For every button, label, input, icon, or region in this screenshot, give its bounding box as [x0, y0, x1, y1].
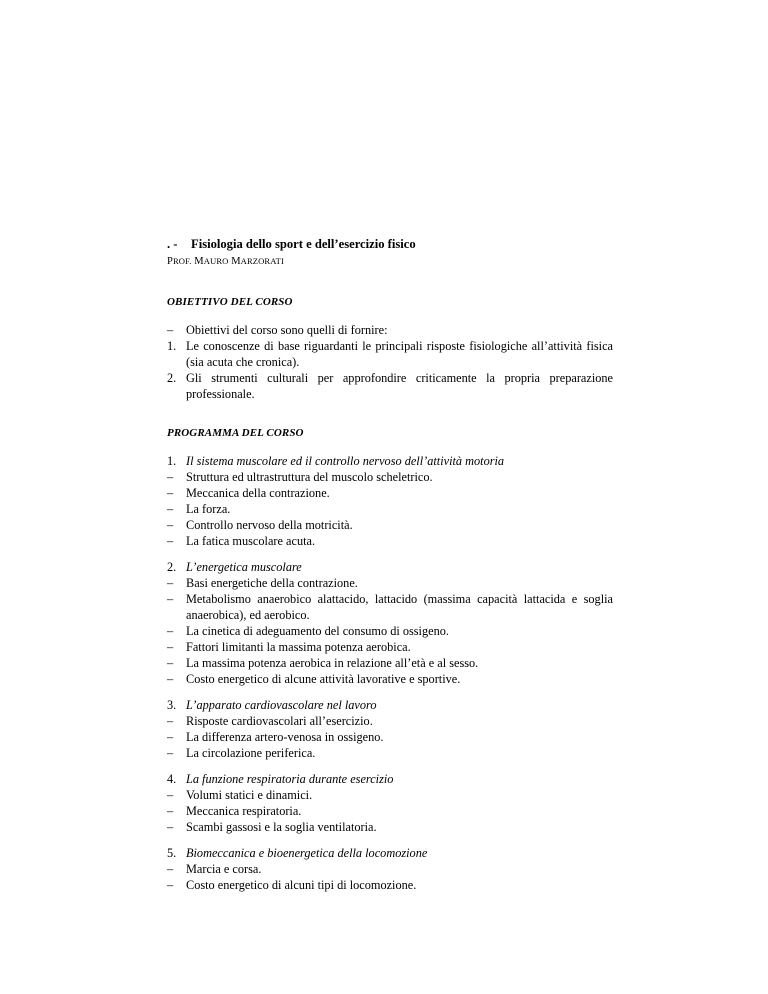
objectives-heading: OBIETTIVO DEL CORSO — [167, 296, 293, 308]
program-topic — [167, 771, 613, 835]
bullet-dash: – — [167, 592, 174, 606]
list-item-text: Costo energetico di alcune attività lavorative e sportive. — [186, 672, 461, 686]
objective-item — [167, 322, 613, 338]
topic-title: Il sistema muscolare ed il controllo nervoso dell’attività motoria — [186, 454, 505, 468]
course-title — [167, 236, 613, 252]
topic-title: L’apparato cardiovascolare nel lavoro — [186, 698, 377, 712]
list-marker: 1. — [167, 339, 177, 353]
list-marker: 2. — [167, 371, 177, 385]
list-item — [167, 575, 613, 591]
list-item — [167, 729, 613, 745]
topic-number: 5. — [167, 846, 177, 860]
bullet-dash: – — [167, 502, 174, 516]
list-item — [167, 861, 613, 877]
program-topic — [167, 697, 613, 761]
program-topic — [167, 453, 613, 549]
topic-header — [167, 453, 613, 469]
list-item — [167, 591, 613, 623]
professor-name: PROF. MAURO MARZORATI — [167, 256, 284, 267]
objective-item — [167, 338, 613, 370]
list-item — [167, 671, 613, 687]
list-item — [167, 745, 613, 761]
bullet-dash: – — [167, 534, 174, 548]
topic-header — [167, 771, 613, 787]
bullet-dash: – — [167, 624, 174, 638]
list-item-text: Fattori limitanti la massima potenza aerobica. — [186, 640, 411, 654]
list-item-text: Meccanica della contrazione. — [186, 486, 330, 500]
list-item-text: La cinetica di adeguamento del consumo di ossigeno. — [186, 624, 449, 638]
bullet-dash: – — [167, 640, 174, 654]
list-item — [167, 803, 613, 819]
program-topic — [167, 559, 613, 687]
bullet-dash: – — [167, 714, 174, 728]
bullet-dash: – — [167, 746, 174, 760]
list-item — [167, 485, 613, 501]
topic-number: 4. — [167, 772, 177, 786]
list-item — [167, 655, 613, 671]
bullet-dash: – — [167, 862, 174, 876]
topic-number: 2. — [167, 560, 177, 574]
bullet-dash: – — [167, 820, 174, 834]
list-item — [167, 639, 613, 655]
course-number: . - — [167, 237, 178, 251]
list-item — [167, 501, 613, 517]
list-item — [167, 713, 613, 729]
objective-item — [167, 370, 613, 402]
bullet-dash: – — [167, 730, 174, 744]
list-item-text: Costo energetico di alcuni tipi di locomozione. — [186, 878, 417, 892]
list-item-text: Metabolismo anaerobico alattacido, lattacido (massima capacità lattacida e soglia anaerobica), ed aerobico. — [186, 592, 613, 622]
list-item-text: La differenza artero-venosa in ossigeno. — [186, 730, 384, 744]
objective-text: Gli strumenti culturali per approfondire criticamente la propria preparazione professionale. — [186, 371, 613, 401]
bullet-dash: – — [167, 656, 174, 670]
list-item-text: Controllo nervoso della motricità. — [186, 518, 353, 532]
program-heading: PROGRAMMA DEL CORSO — [167, 427, 304, 439]
objective-text: Obiettivi del corso sono quelli di fornire: — [186, 323, 388, 337]
list-item-text: Marcia e corsa. — [186, 862, 262, 876]
topic-header — [167, 697, 613, 713]
bullet-dash: – — [167, 470, 174, 484]
course-title-text: Fisiologia dello sport e dell’esercizio fisico — [191, 237, 416, 251]
bullet-dash: – — [167, 672, 174, 686]
bullet-dash: – — [167, 804, 174, 818]
topic-header — [167, 559, 613, 575]
bullet-dash: – — [167, 878, 174, 892]
list-item — [167, 623, 613, 639]
list-item-text: Meccanica respiratoria. — [186, 804, 302, 818]
topic-header — [167, 845, 613, 861]
list-item-text: Basi energetiche della contrazione. — [186, 576, 358, 590]
list-item-text: Volumi statici e dinamici. — [186, 788, 313, 802]
program-topic — [167, 845, 613, 893]
bullet-dash: – — [167, 518, 174, 532]
list-item — [167, 787, 613, 803]
bullet-dash: – — [167, 788, 174, 802]
list-item-text: Struttura ed ultrastruttura del muscolo scheletrico. — [186, 470, 433, 484]
list-item-text: Scambi gassosi e la soglia ventilatoria. — [186, 820, 377, 834]
topic-title: L’energetica muscolare — [186, 560, 302, 574]
topic-title: Biomeccanica e bioenergetica della locomozione — [186, 846, 428, 860]
program-list — [167, 453, 613, 893]
list-item — [167, 469, 613, 485]
list-item-text: La fatica muscolare acuta. — [186, 534, 316, 548]
list-item — [167, 517, 613, 533]
topic-number: 3. — [167, 698, 177, 712]
list-item-text: La massima potenza aerobica in relazione all’età e al sesso. — [186, 656, 479, 670]
list-item — [167, 819, 613, 835]
list-item — [167, 533, 613, 549]
list-item-text: La circolazione periferica. — [186, 746, 316, 760]
objectives-list — [167, 322, 613, 402]
list-item-text: La forza. — [186, 502, 231, 516]
topic-title: La funzione respiratoria durante esercizio — [186, 772, 394, 786]
document-page — [167, 236, 613, 893]
list-marker: – — [167, 323, 174, 337]
objective-text: Le conoscenze di base riguardanti le principali risposte fisiologiche all’attività fisica (sia acuta che cronica). — [186, 339, 613, 369]
list-item-text: Risposte cardiovascolari all’esercizio. — [186, 714, 373, 728]
topic-number: 1. — [167, 454, 177, 468]
bullet-dash: – — [167, 486, 174, 500]
list-item — [167, 877, 613, 893]
bullet-dash: – — [167, 576, 174, 590]
